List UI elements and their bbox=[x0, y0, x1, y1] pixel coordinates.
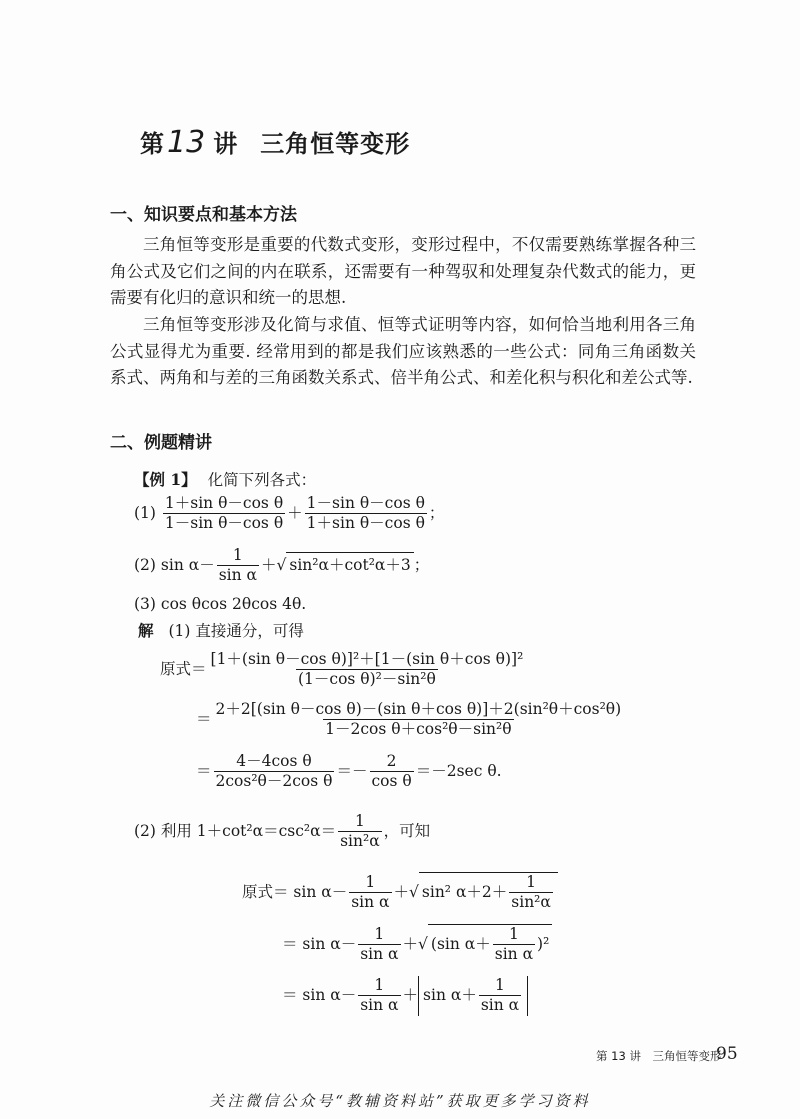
q1-plus: ＋ bbox=[287, 503, 303, 522]
chapter-prefix: 第 bbox=[140, 129, 165, 158]
chapter-number: 13 bbox=[167, 125, 206, 160]
chapter-suffix: 讲 bbox=[213, 129, 239, 158]
r2-num: 1 bbox=[374, 925, 385, 943]
s1-den: (1－cos θ)²－sin²θ bbox=[297, 670, 436, 689]
p2-label: (2) 利用 1＋cot²α＝csc²α＝ bbox=[134, 821, 337, 840]
part-2-intro bbox=[134, 812, 430, 852]
r1-den: sin α bbox=[351, 893, 390, 912]
q1-fraction-1 bbox=[163, 494, 285, 534]
s3-den: 2cos²θ－2cos θ bbox=[215, 772, 333, 791]
s2-fraction bbox=[214, 700, 624, 740]
s3-mid: ＝－ bbox=[336, 761, 368, 780]
q2-root: sin²α＋cot²α＋3 bbox=[286, 552, 413, 575]
r2-root-fraction bbox=[493, 925, 535, 965]
r3-fraction bbox=[358, 976, 400, 1016]
s2-den: 1－2cos θ＋cos²θ－sin²θ bbox=[325, 720, 512, 739]
r1-root-a: sin² α＋2＋ bbox=[421, 882, 508, 901]
solution-text: (1) 直接通分，可得 bbox=[168, 622, 304, 640]
paragraph-intro: 三角恒等变形是重要的代数式变形，变形过程中，不仅需要熟练掌握各种三角公式及它们之间的内在联系，还需要有一种驾驭和处理复杂代数式的能力，更需要有化归的意识和统一的思想. bbox=[110, 235, 696, 307]
question-2 bbox=[134, 546, 429, 586]
s3-fraction-1 bbox=[214, 752, 335, 792]
q2-fraction bbox=[217, 546, 259, 586]
chapter-name: 三角恒等变形 bbox=[260, 129, 411, 158]
result-line-2 bbox=[282, 924, 552, 965]
s2-num: 2＋2[(sin θ－cos θ)－(sin θ＋cos θ)]＋2(sin²θ＋cos²θ) bbox=[215, 700, 622, 718]
r1-root-den: sin²α bbox=[511, 893, 551, 912]
s2-eq: ＝ bbox=[196, 709, 212, 728]
q1-fraction-2 bbox=[305, 494, 427, 534]
s3-eq: ＝ bbox=[196, 761, 212, 780]
r3-lhs: ＝ sin α－ bbox=[282, 985, 357, 1004]
example-header bbox=[134, 468, 316, 490]
p2-fraction bbox=[338, 812, 382, 852]
question-1 bbox=[134, 494, 444, 534]
example-label: 【例 1】 bbox=[134, 470, 197, 489]
q1-den1: 1－sin θ－cos θ bbox=[164, 514, 284, 533]
r1-lhs: 原式＝ sin α－ bbox=[242, 882, 348, 901]
q1-num2: 1－sin θ－cos θ bbox=[306, 494, 425, 512]
r3-plus: ＋ bbox=[402, 985, 419, 1004]
r1-root-num: 1 bbox=[526, 873, 536, 891]
watermark-text: 关注微信公众号“教辅资料站”获取更多学习资料 bbox=[209, 1092, 591, 1110]
solution-label: 解 bbox=[138, 621, 154, 640]
q1-label: (1) bbox=[134, 503, 156, 522]
q1-den2: 1＋sin θ－cos θ bbox=[306, 514, 425, 533]
r2-root-b: )² bbox=[537, 934, 550, 953]
r2-root bbox=[428, 924, 552, 965]
q2-end: ； bbox=[413, 555, 430, 574]
r1-root bbox=[419, 872, 558, 913]
example-text: 化简下列各式： bbox=[207, 471, 317, 489]
solution-step-1 bbox=[160, 650, 527, 690]
p2-num: 1 bbox=[354, 812, 365, 830]
p2-end: ，可知 bbox=[383, 821, 431, 840]
s3-den2: cos θ bbox=[371, 772, 412, 791]
r3-abs-num: 1 bbox=[495, 976, 505, 994]
q2-num: 1 bbox=[232, 546, 243, 564]
paragraph-formulas: 三角恒等变形涉及化简与求值、恒等式证明等内容，如何恰当地利用各三角公式显得尤为重要. 经常用到的都是我们应该熟悉的一些公式：同角三角函数关系式、两角和与差的三角函数关系式、倍半角公式、和差化积与积化和差公式等. bbox=[110, 315, 696, 387]
q2-a: sin α－ bbox=[160, 555, 215, 574]
running-footer: 第 13 讲 三角恒等变形 bbox=[596, 1049, 722, 1063]
solution-header bbox=[138, 619, 304, 641]
r3-abs-den: sin α bbox=[480, 996, 520, 1015]
s3-fraction-2 bbox=[370, 752, 414, 792]
section-heading-knowledge: 一、知识要点和基本方法 bbox=[110, 205, 297, 225]
r2-plus-sqrt: ＋√ bbox=[402, 934, 428, 953]
r3-abs-a: sin α＋ bbox=[423, 985, 477, 1004]
s3-end: ＝－2sec θ. bbox=[415, 761, 502, 780]
r1-num: 1 bbox=[365, 873, 376, 891]
r2-fraction bbox=[358, 925, 400, 965]
result-line-1 bbox=[242, 872, 558, 913]
solution-step-2 bbox=[196, 700, 625, 740]
r1-fraction bbox=[349, 873, 391, 913]
result-line-3 bbox=[282, 976, 528, 1016]
question-3: (3) cos θcos 2θcos 4θ. bbox=[134, 595, 307, 613]
chapter-title bbox=[140, 124, 410, 160]
s3-num: 4－4cos θ bbox=[236, 752, 312, 770]
section-heading-examples: 二、例题精讲 bbox=[110, 433, 212, 453]
r2-den: sin α bbox=[360, 945, 399, 964]
r3-abs bbox=[418, 976, 528, 1016]
s3-num2: 2 bbox=[386, 752, 397, 770]
solution-step-3 bbox=[196, 752, 502, 792]
r1-plus-sqrt: ＋√ bbox=[393, 882, 419, 901]
r3-abs-fraction bbox=[479, 976, 521, 1016]
r2-root-den: sin α bbox=[494, 945, 534, 964]
page-number: 95 bbox=[716, 1044, 738, 1064]
r3-num: 1 bbox=[374, 976, 385, 994]
r2-root-a: (sin α＋ bbox=[430, 934, 491, 953]
q2-den: sin α bbox=[218, 566, 257, 585]
q2-plus-sqrt: ＋√ bbox=[261, 555, 287, 574]
r2-lhs: ＝ sin α－ bbox=[282, 934, 357, 953]
r1-root-fraction bbox=[509, 873, 553, 913]
p2-den: sin²α bbox=[340, 832, 380, 851]
q1-num1: 1＋sin θ－cos θ bbox=[164, 494, 284, 512]
s1-fraction bbox=[209, 650, 526, 690]
q2-label: (2) bbox=[134, 555, 156, 574]
r2-root-num: 1 bbox=[508, 925, 519, 943]
q1-end: ； bbox=[428, 503, 445, 522]
s1-num: [1＋(sin θ－cos θ)]²＋[1－(sin θ＋cos θ)]² bbox=[210, 650, 524, 668]
s1-lhs: 原式＝ bbox=[160, 659, 207, 678]
r3-den: sin α bbox=[360, 996, 399, 1015]
